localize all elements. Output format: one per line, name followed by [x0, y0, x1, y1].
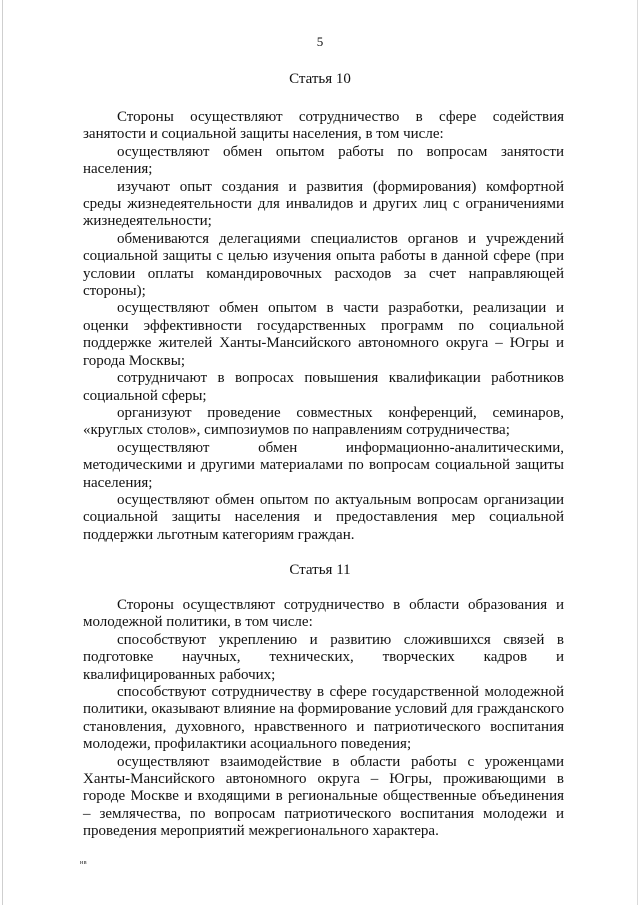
- scan-edge-left: [2, 0, 3, 905]
- article-11-paragraph: Стороны осуществляют сотрудничество в области образования и молодежной политики, в том числе:: [83, 597, 564, 631]
- article-10-paragraph: осуществляют обмен информационно-аналитическими, методическими и другими материалами по вопросам социальной защиты населения;: [83, 439, 564, 491]
- article-11-paragraph: осуществляют взаимодействие в области работы с уроженцами Ханты-Мансийского автономного округа – Югры, проживающими в городе Москве и входящими в региональные общественные объединения – землячества, по вопросам патриотического воспитания молодежи и проведения мероприятий межрегионального характера.: [83, 753, 564, 840]
- article-11-paragraph: способствуют сотрудничеству в сфере государственной молодежной политики, оказывают влияние на формирование условий для гражданского становления, духовного, нравственного и патриотического воспитания молодежи, профилактики асоциального поведения;: [83, 684, 564, 753]
- article-10-paragraph: Стороны осуществляют сотрудничество в сфере содействия занятости и социальной защиты населения, в том числе:: [83, 109, 564, 143]
- article-10-paragraph: обмениваются делегациями специалистов органов и учреждений социальной защиты с целью изучения опыта работы в данной сфере (при условии оплаты командировочных расходов за счет направляющей стороны);: [83, 230, 564, 300]
- article-10-body: [83, 109, 564, 544]
- article-10-paragraph: организуют проведение совместных конференций, семинаров, «круглых столов», симпозиумов по направлениям сотрудничества;: [83, 404, 564, 439]
- article-11-body: [83, 597, 564, 841]
- article-10-paragraph: осуществляют обмен опытом в части разработки, реализации и оценки эффективности государственных программ по социальной поддержке жителей Ханты-Мансийского автономного округа – Югры и города Москвы;: [83, 300, 564, 369]
- article-11-heading: Статья 11: [289, 562, 351, 578]
- page-number: 5: [316, 34, 324, 49]
- article-10-paragraph: изучают опыт создания и развития (формирования) комфортной среды жизнедеятельности для инвалидов и других лиц с ограничениями жизнедеятельности;: [83, 178, 564, 230]
- article-10-paragraph: осуществляют обмен опытом работы по вопросам занятости населения;: [83, 143, 564, 178]
- footer-mark: нв: [80, 860, 88, 866]
- article-10-paragraph: осуществляют обмен опытом по актуальным вопросам организации социальной защиты населения и предоставления мер социальной поддержки льготным категориям граждан.: [83, 491, 564, 543]
- article-11-paragraph: способствуют укреплению и развитию сложившихся связей в подготовке научных, технических, творческих кадров и квалифицированных рабочих;: [83, 631, 564, 683]
- article-10-paragraph: сотрудничают в вопросах повышения квалификации работников социальной сферы;: [83, 370, 564, 404]
- article-10-heading: Статья 10: [289, 71, 351, 87]
- scan-edge-right: [637, 0, 638, 905]
